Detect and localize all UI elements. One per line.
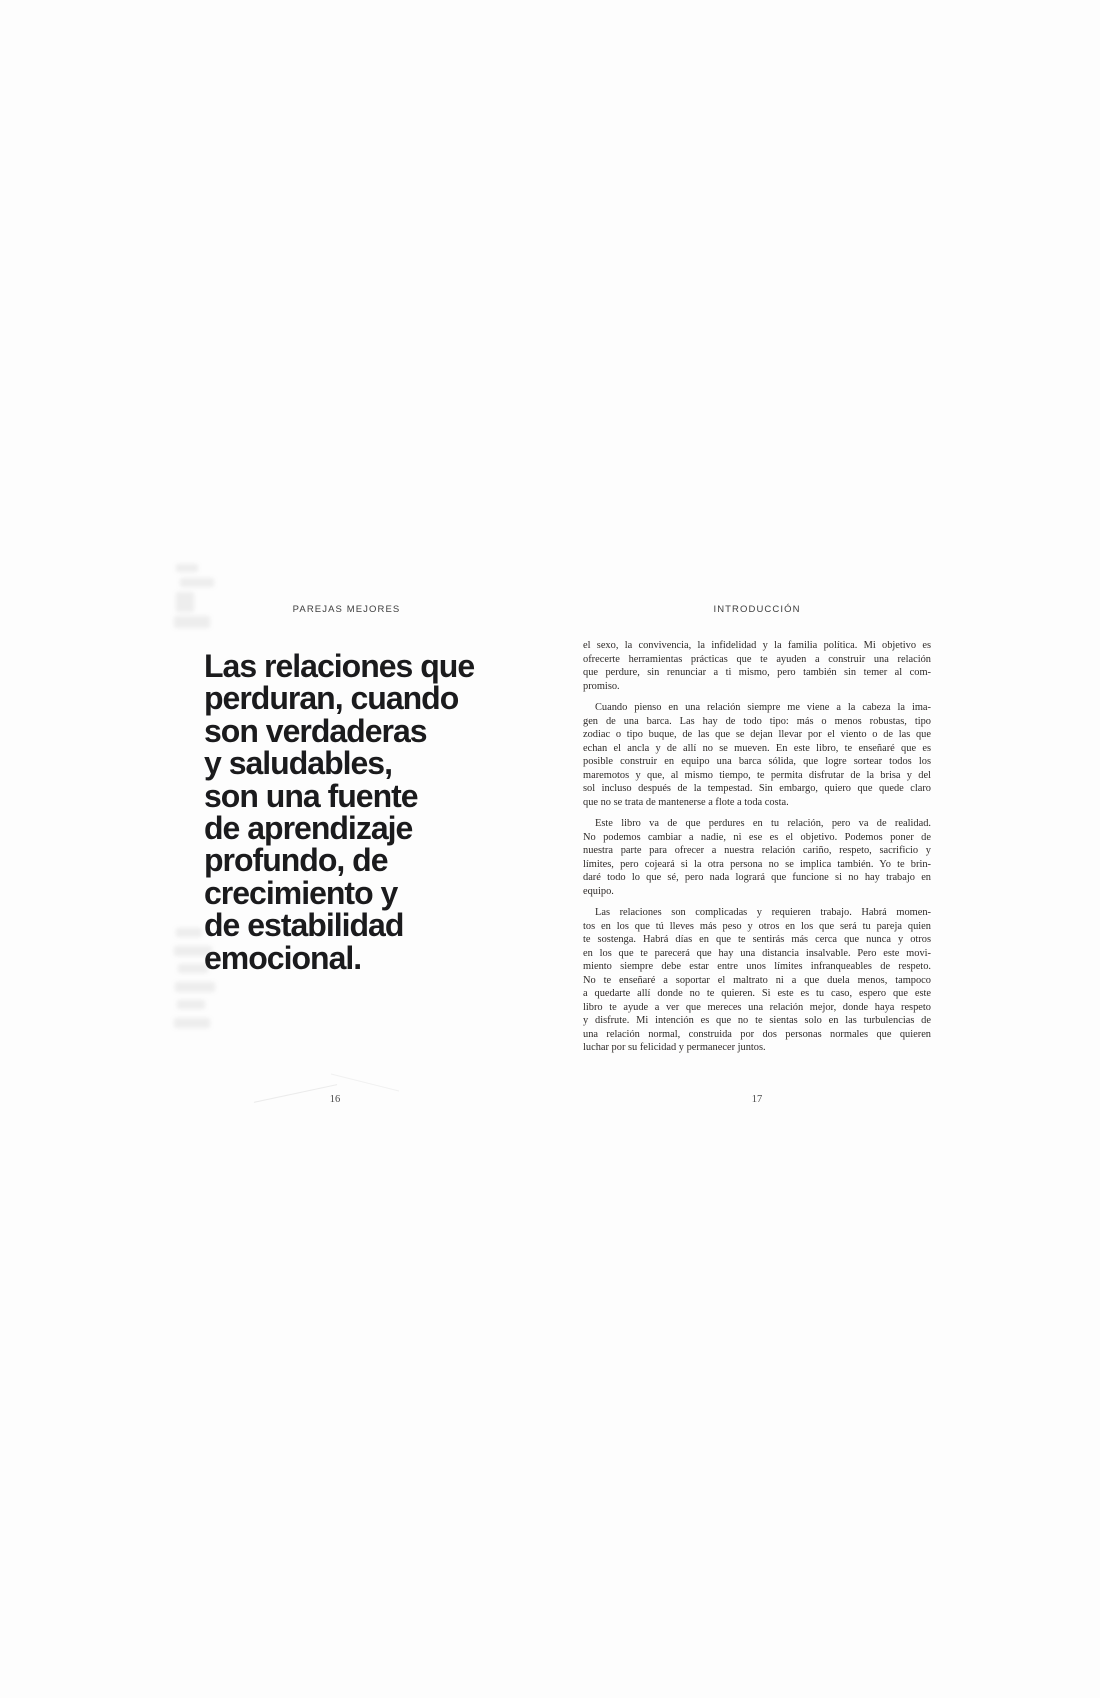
scan-smudge (174, 946, 212, 956)
scan-smudge (174, 1018, 210, 1028)
scan-smudge (180, 578, 214, 587)
pull-quote-line: Las relaciones que (204, 648, 475, 684)
body-text-line: posible construir en equipo una barca sólida, que logre sortear todos los (583, 756, 931, 767)
body-text-line: nuestra parte para ofrecer a nuestra relación cariño, respeto, sacrificio y (583, 845, 931, 856)
pull-quote-line: emocional. (204, 939, 362, 976)
body-text-line: que perdure, sin renunciar a ti mismo, pero también sin temer al com- (583, 667, 931, 678)
scan-smudge (175, 982, 215, 992)
body-text-line: el sexo, la convivencia, la infidelidad y la familia política. Mi objetivo es (583, 640, 931, 651)
scan-smudge (176, 592, 194, 612)
right-page-number: 17 (751, 1094, 763, 1105)
scan-smudge (176, 928, 202, 937)
left-page-number: 16 (329, 1094, 341, 1105)
scan-smudge (178, 964, 208, 973)
body-paragraph (583, 701, 931, 809)
body-text-line: a quedarte allí donde no te quieren. Si este es tu caso, espero que este (583, 988, 931, 999)
pull-quote-line: crecimiento y (204, 874, 398, 911)
pull-quote-line: profundo, de (204, 842, 388, 879)
body-text-line: te sostenga. Habrá días en que te sentirás más cerca que nunca y otros (583, 934, 931, 945)
scan-smudge (177, 1000, 205, 1009)
body-text-line: libro te ayude a ver que mereces una relación mejor, donde haya respeto (583, 1001, 931, 1013)
pull-quote-line: de aprendizaje (204, 810, 413, 847)
body-text-line: límites, pero cojeará si la otra persona no se implica también. Yo te brin- (583, 858, 931, 870)
body-text-line: maremotos y que, al mismo tiempo, te permita disfrutar de la brisa y del (583, 769, 931, 781)
body-text (583, 639, 931, 1055)
body-text-line: gen de una barca. Las hay de todo tipo: más o menos robustas, tipo (583, 715, 931, 727)
body-text-line: promiso. (583, 680, 620, 692)
left-running-header: PAREJAS MEJORES (292, 604, 401, 615)
body-paragraph (583, 906, 931, 1055)
body-text-line: en los que te parecerá que hay una distancia insalvable. Pero este movi- (583, 947, 931, 959)
body-text-line: equipo. (583, 885, 614, 897)
body-text-line: que no se trata de mantenerse a flote a toda costa. (583, 796, 789, 808)
body-paragraph (583, 817, 931, 898)
pull-quote-line: perduran, cuando (204, 680, 459, 717)
pull-quote (204, 650, 534, 974)
body-text-line: Este libro va de que perdures en tu relación, pero va de realidad. (595, 818, 931, 829)
scan-smudge (174, 616, 210, 628)
right-running-header: INTRODUCCIÓN (713, 604, 801, 615)
body-text-line: zodiac o tipo buque, de las que se dejan llevar por el viento o de las que (583, 729, 931, 740)
body-text-line: luchar por su felicidad y permanecer juntos. (583, 1042, 766, 1053)
pull-quote-line: son verdaderas (204, 712, 427, 749)
body-text-line: miento siempre debe estar entre unos límites infranqueables de respeto. (583, 961, 931, 972)
pull-quote-line: de estabilidad (204, 907, 404, 944)
body-text-line: Las relaciones son complicadas y requieren trabajo. Habrá momen- (595, 907, 931, 918)
body-text-line: Cuando pienso en una relación siempre me viene a la cabeza la ima- (595, 702, 931, 713)
pull-quote-line: y saludables, (204, 745, 392, 782)
body-text-line: una relación normal, construida por dos personas normales que quieren (583, 1028, 931, 1040)
body-text-line: sol incluso después de la tempestad. Sin embargo, quiero que quede claro (583, 783, 931, 794)
scan-smudge (176, 564, 198, 572)
body-text-line: No te enseñaré a soportar el maltrato ni a que duela menos, tampoco (583, 974, 931, 986)
body-text-line: y disfrute. Mi intención es que no te sientas solo en las turbulencias de (583, 1015, 931, 1026)
body-paragraph (583, 639, 931, 693)
body-text-line: echan el ancla y de allí no se mueven. En este libro, te enseñaré que es (583, 742, 931, 754)
pull-quote-line: son una fuente (204, 777, 418, 814)
body-text-line: daré todo lo que sé, pero nada logrará que funcione si no hay trabajo en (583, 872, 931, 883)
body-text-line: ofrecerte herramientas prácticas que te ayuden a construir una relación (583, 653, 931, 665)
body-text-line: No podemos cambiar a nadie, ni ese es el objetivo. Podemos poner de (583, 831, 931, 843)
scan-scratch (331, 1074, 399, 1092)
body-text-line: tos en los que tú lleves más peso y otros en los que será tu pareja quien (583, 920, 931, 932)
